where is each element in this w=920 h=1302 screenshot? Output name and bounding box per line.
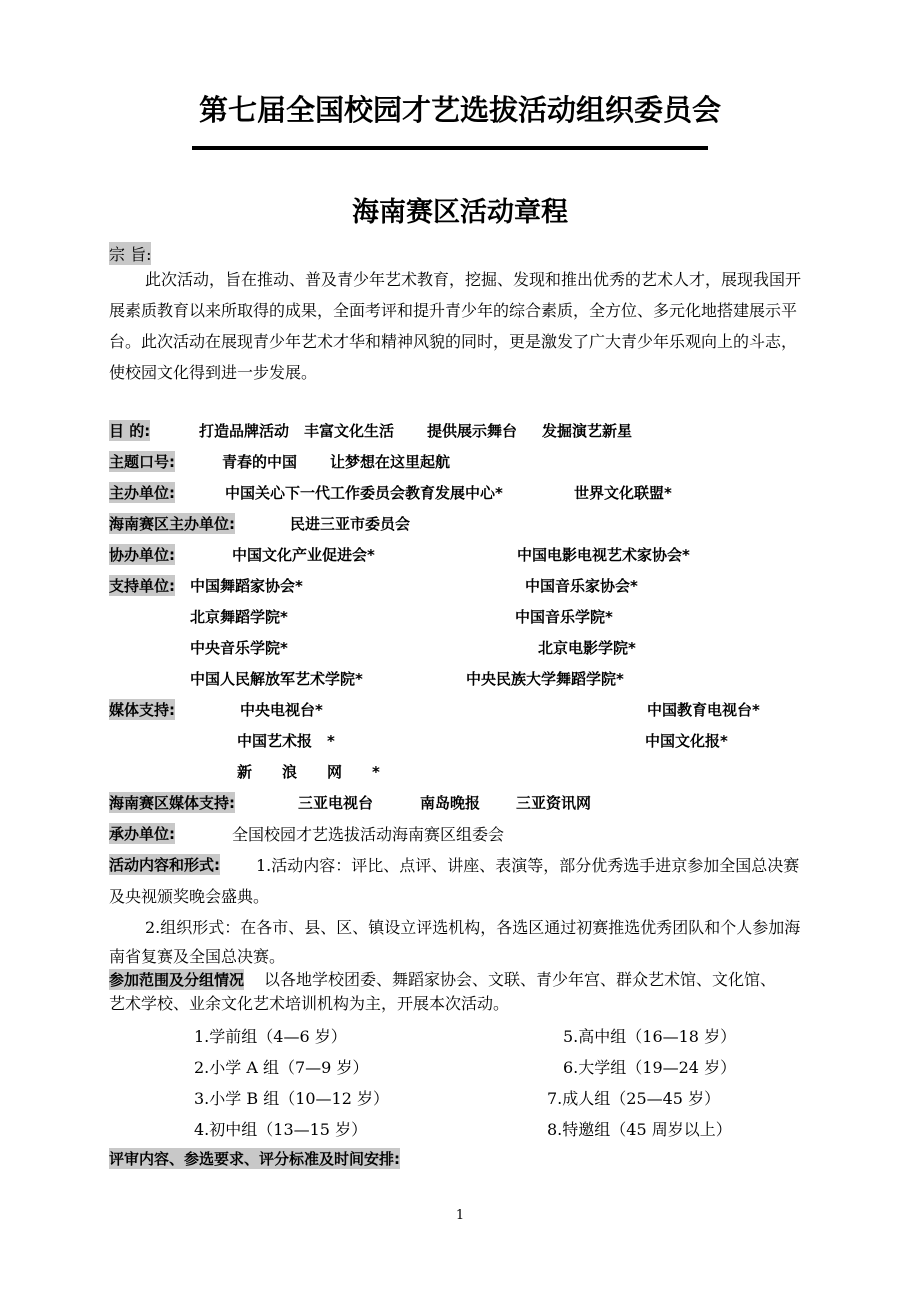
undertaker-value: 全国校园才艺选拔活动海南赛区组委会	[232, 825, 505, 844]
goal-label: 目 的:	[109, 422, 151, 440]
supporter-item: 北京舞蹈学院*	[190, 608, 288, 626]
hainan-media-label: 海南赛区媒体支持:	[109, 794, 235, 812]
judging-label: 评审内容、参选要求、评分标准及时间安排:	[109, 1150, 401, 1168]
supporters-label: 支持单位:	[109, 577, 175, 595]
hainan-host-value: 民进三亚市委员会	[290, 515, 411, 533]
purpose-line-1: 此次活动，旨在推动、普及青少年艺术教育，挖掘、发现和推出优秀的艺术人才，展现我国开	[145, 270, 802, 289]
supporter-item: 中国音乐学院*	[515, 608, 613, 626]
page-number: 1	[455, 1208, 465, 1223]
purpose-label: 宗 旨:	[109, 242, 151, 265]
co-organizers-label: 协办单位:	[109, 546, 175, 564]
media-item: 中国艺术报 *	[237, 732, 335, 750]
scope-line-1: 以各地学校团委、舞蹈家协会、文联、青少年宫、群众艺术馆、文化馆、	[264, 970, 777, 989]
group-item: 7.成人组（25—45 岁）	[547, 1089, 721, 1108]
supporter-item: 中国舞蹈家协会*	[190, 577, 303, 595]
content-form-line-2: 及央视颁奖晚会盛典。	[109, 887, 270, 906]
undertaker-label: 承办单位:	[109, 825, 175, 843]
title-rule	[192, 146, 708, 150]
media-item: 中国教育电视台*	[647, 701, 760, 719]
group-item: 3.小学 B 组（10—12 岁）	[194, 1089, 390, 1108]
media-item: 中央电视台*	[240, 701, 323, 719]
supporter-item: 中国音乐家协会*	[525, 577, 638, 595]
hainan-media-item: 南岛晚报	[420, 794, 481, 812]
host-item: 世界文化联盟*	[574, 484, 672, 502]
hainan-media-item: 三亚资讯网	[516, 794, 592, 812]
content-form-line-1: 1.活动内容：评比、点评、讲座、表演等，部分优秀选手进京参加全国总决赛	[256, 856, 800, 875]
group-item: 2.小学 A 组（7—9 岁）	[194, 1058, 369, 1077]
supporter-item: 北京电影学院*	[538, 639, 636, 657]
document-title: 第七届全国校园才艺选拔活动组织委员会	[198, 93, 721, 127]
co-organizer-item: 中国文化产业促进会*	[232, 546, 375, 564]
hainan-media-item: 三亚电视台	[298, 794, 374, 812]
host-item: 中国关心下一代工作委员会教育发展中心*	[225, 484, 503, 502]
supporter-item: 中央民族大学舞蹈学院*	[466, 670, 624, 688]
goal-item: 打造品牌活动	[199, 422, 290, 440]
group-item: 1.学前组（4—6 岁）	[194, 1027, 347, 1046]
co-organizer-item: 中国电影电视艺术家协会*	[517, 546, 690, 564]
content-form-label: 活动内容和形式:	[109, 856, 220, 874]
slogan-item: 青春的中国	[222, 453, 298, 471]
group-item: 8.特邀组（45 周岁以上）	[547, 1120, 732, 1139]
slogan-item: 让梦想在这里起航	[330, 453, 451, 471]
document-subtitle: 海南赛区活动章程	[352, 197, 568, 228]
slogan-label: 主题口号:	[109, 453, 175, 471]
media-label: 媒体支持:	[109, 701, 175, 719]
hosts-label: 主办单位:	[109, 484, 175, 502]
supporter-item: 中国人民解放军艺术学院*	[190, 670, 363, 688]
purpose-line-2: 展素质教育以来所取得的成果，全面考评和提升青少年的综合素质，全方位、多元化地搭建展示平	[109, 301, 798, 320]
goal-item: 丰富文化生活	[304, 422, 395, 440]
scope-line-2: 艺术学校、业余文化艺术培训机构为主，开展本次活动。	[109, 994, 510, 1013]
goal-item: 提供展示舞台	[427, 422, 518, 440]
media-item: 中国文化报*	[645, 732, 728, 750]
group-item: 6.大学组（19—24 岁）	[563, 1058, 737, 1077]
group-item: 4.初中组（13—15 岁）	[194, 1120, 368, 1139]
scope-label: 参加范围及分组情况	[109, 971, 245, 989]
purpose-line-4: 使校园文化得到进一步发展。	[109, 363, 318, 382]
purpose-line-3: 台。此次活动在展现青少年艺术才华和精神风貌的同时，更是激发了广大青少年乐观向上的斗志，	[109, 332, 798, 351]
content-form-line-3: 2.组织形式：在各市、县、区、镇设立评选机构，各选区通过初赛推选优秀团队和个人参加海	[145, 918, 801, 937]
media-item: 新 浪 网 *	[237, 763, 380, 781]
goal-item: 发掘演艺新星	[542, 422, 633, 440]
content-form-line-4: 南省复赛及全国总决赛。	[109, 947, 286, 966]
group-item: 5.高中组（16—18 岁）	[563, 1027, 737, 1046]
hainan-host-label: 海南赛区主办单位:	[109, 515, 235, 533]
supporter-item: 中央音乐学院*	[190, 639, 288, 657]
